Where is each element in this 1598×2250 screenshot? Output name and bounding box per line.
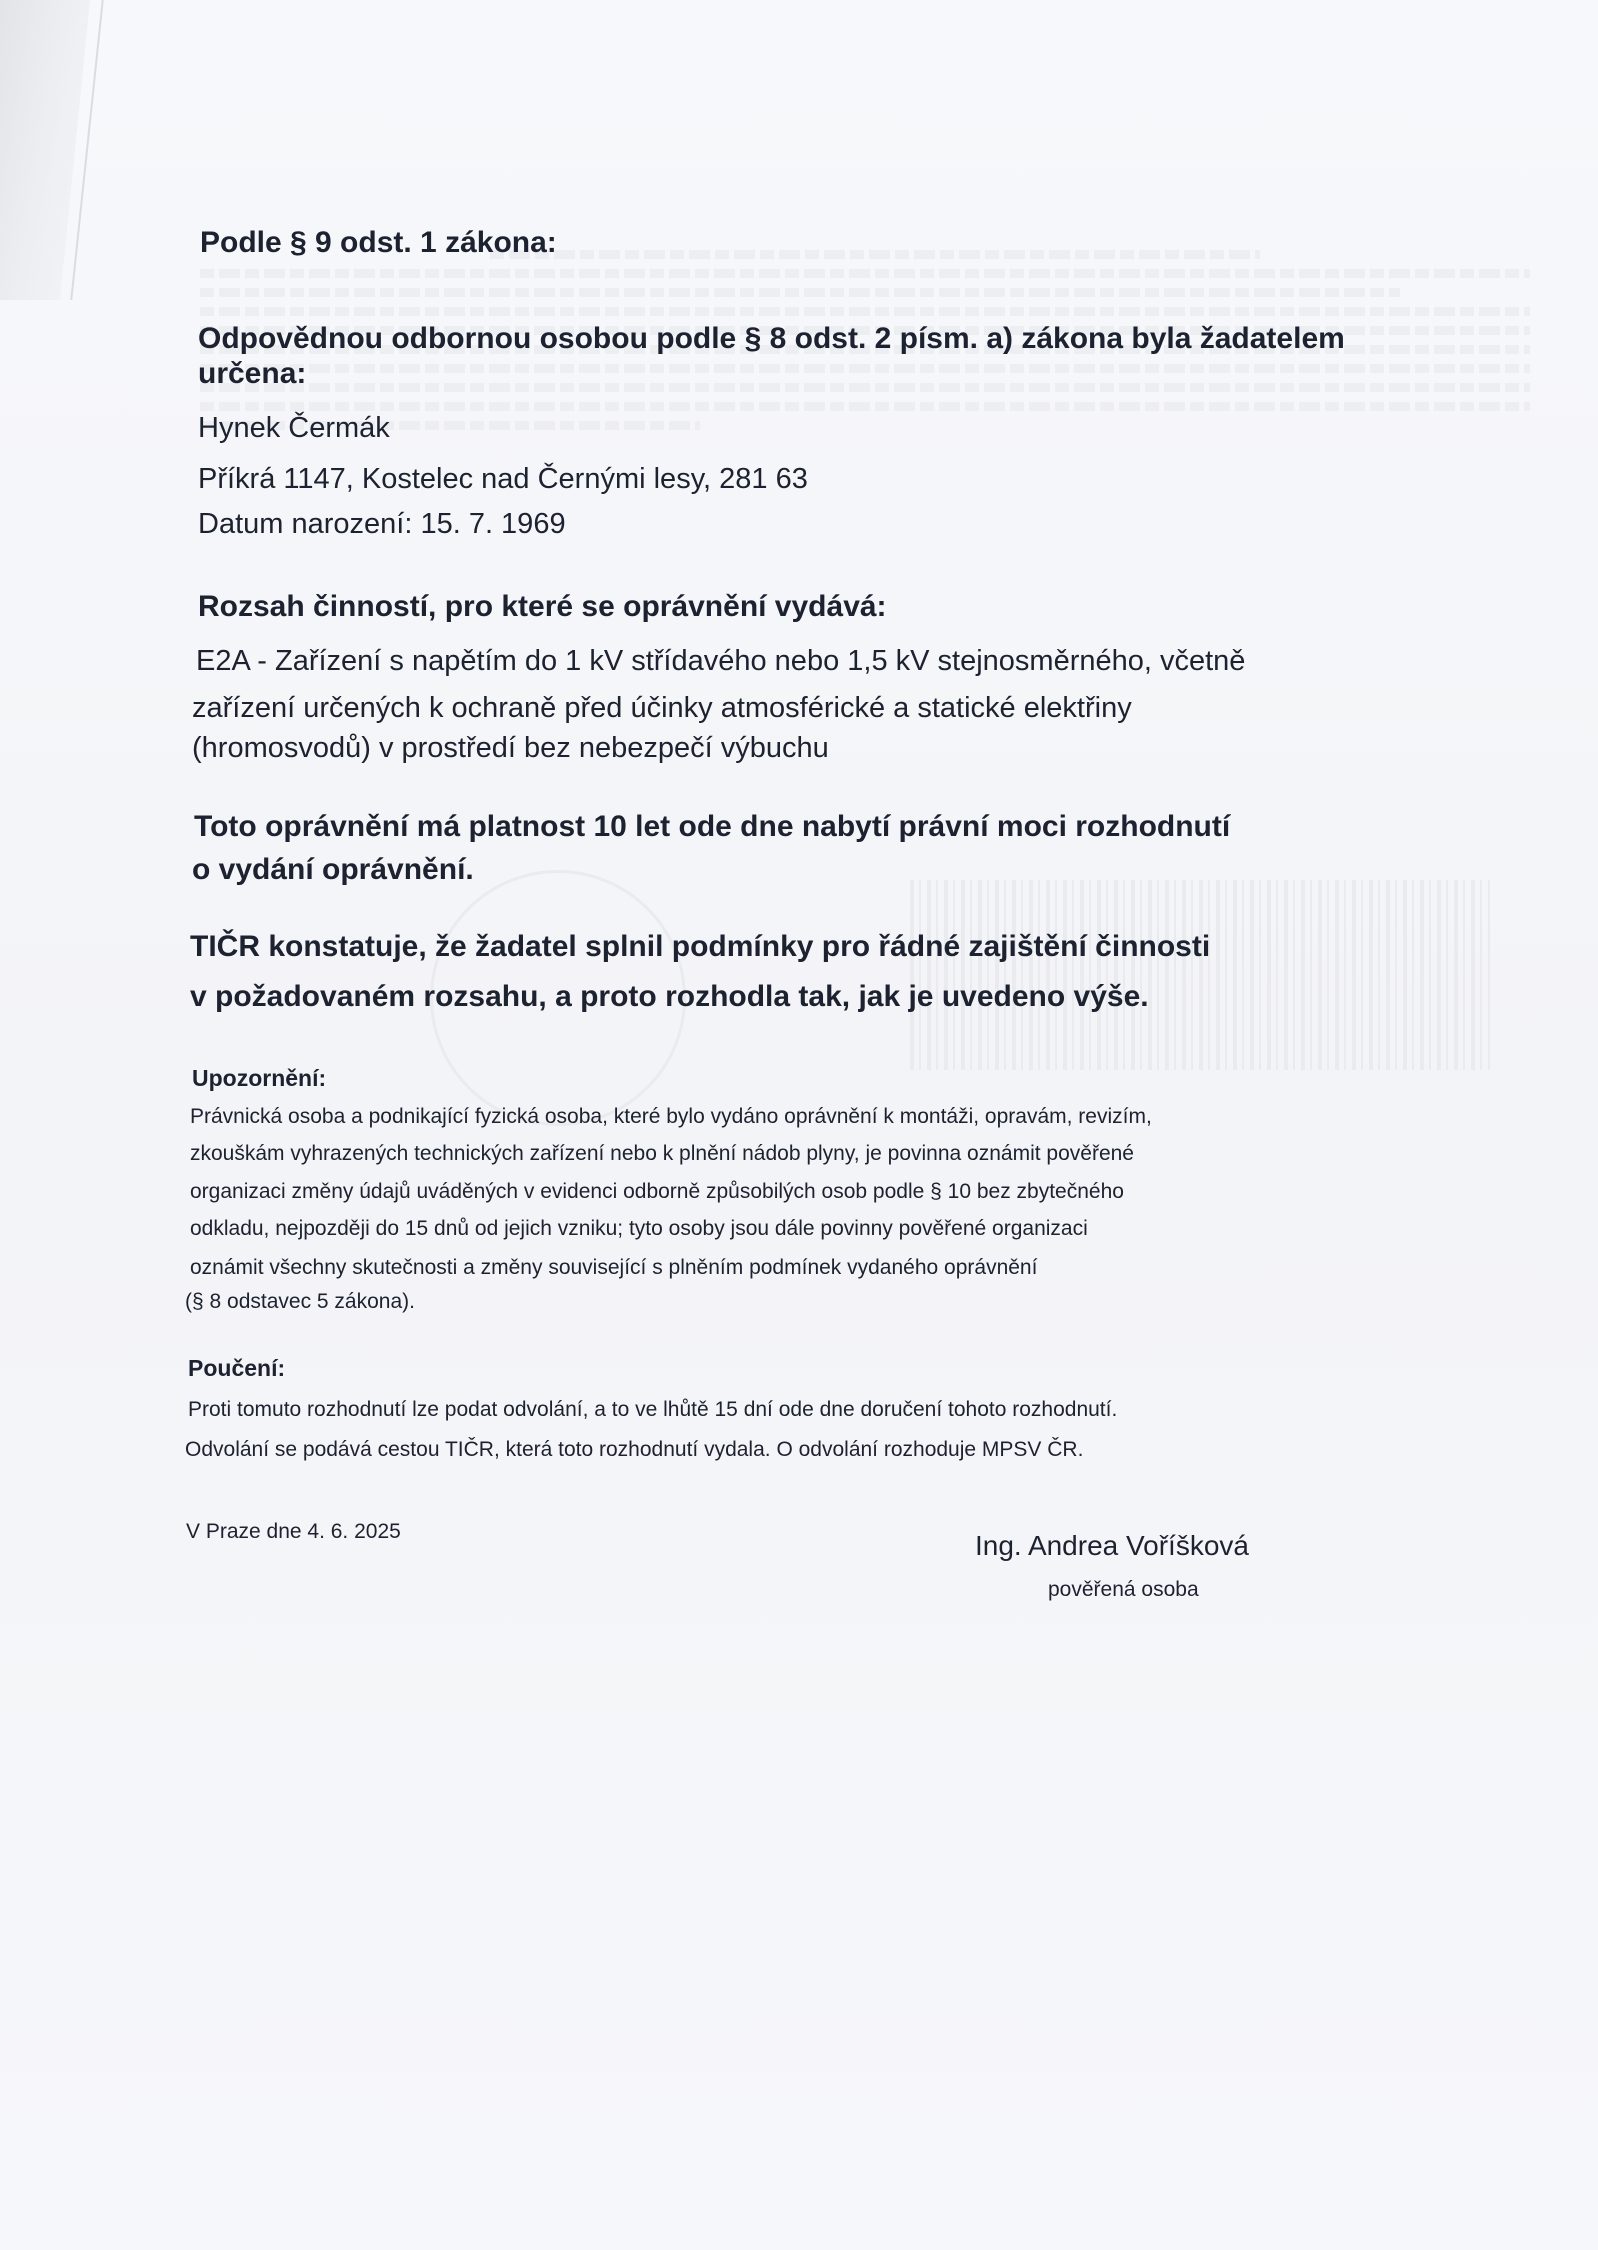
intro-heading: Podle § 9 odst. 1 zákona:: [200, 226, 557, 259]
scope-heading: Rozsah činností, pro které se oprávnění vydává:: [198, 590, 887, 623]
notice-line-6: (§ 8 odstavec 5 zákona).: [185, 1290, 415, 1313]
statement-line-1: TIČR konstatuje, že žadatel splnil podmínky pro řádné zajištění činnosti: [190, 930, 1211, 963]
instruction-line-1: Proti tomuto rozhodnutí lze podat odvolání, a to ve lhůtě 15 dní ode dne doručení tohoto rozhodnutí.: [188, 1398, 1118, 1421]
validity-line-1: [194, 810, 1448, 844]
instruction-line-2: Odvolání se podává cestou TIČR, která toto rozhodnutí vydala. O odvolání rozhoduje MPSV ČR.: [185, 1438, 1084, 1461]
signatory-role: pověřená osoba: [1048, 1578, 1199, 1601]
designation-line-1: Odpovědnou odbornou osobou podle § 8 odst. 2 písm. a) zákona byla žadatelem: [198, 322, 1345, 355]
designation-line-2: určena:: [198, 357, 307, 390]
validity-line-2: o vydání oprávnění.: [192, 853, 474, 886]
place-and-date: V Praze dne 4. 6. 2025: [186, 1520, 401, 1543]
person-name: Hynek Čermák: [198, 412, 390, 444]
notice-line-1: Právnická osoba a podnikající fyzická osoba, které bylo vydáno oprávnění k montáži, opravám, revizím,: [190, 1105, 1152, 1128]
notice-line-5: oznámit všechny skutečnosti a změny související s plněním podmínek vydaného oprávnění: [190, 1256, 1038, 1279]
instruction-heading: Poučení:: [188, 1355, 286, 1381]
notice-line-4: odkladu, nejpozději do 15 dnů od jejich vzniku; tyto osoby jsou dále povinny pověřené organizaci: [190, 1217, 1088, 1240]
notice-line-3: organizaci změny údajů uváděných v evidenci odborně způsobilých osob podle § 10 bez zbytečného: [190, 1180, 1124, 1203]
statement-line-2: v požadovaném rozsahu, a proto rozhodla tak, jak je uvedeno výše.: [190, 980, 1149, 1013]
notice-line-2: zkouškám vyhrazených technických zařízení nebo k plnění nádob plyny, je povinna oznámit pověřené: [190, 1142, 1134, 1165]
person-address: Příkrá 1147, Kostelec nad Černými lesy, 281 63: [198, 463, 808, 495]
scope-line-3: (hromosvodů) v prostředí bez nebezpečí výbuchu: [192, 732, 829, 764]
scope-line-2: zařízení určených k ochraně před účinky atmosférické a statické elektřiny: [192, 692, 1132, 724]
notice-heading: Upozornění:: [192, 1065, 327, 1091]
person-birth-date: Datum narození: 15. 7. 1969: [198, 508, 566, 540]
validity-line-1-text: Toto oprávnění má platnost 10 let ode dne nabytí právní moci rozhodnutí: [194, 810, 1231, 843]
scope-line-1: E2A - Zařízení s napětím do 1 kV střídavého nebo 1,5 kV stejnosměrného, včetně: [196, 645, 1246, 677]
signatory-name: Ing. Andrea Voříšková: [975, 1530, 1249, 1561]
